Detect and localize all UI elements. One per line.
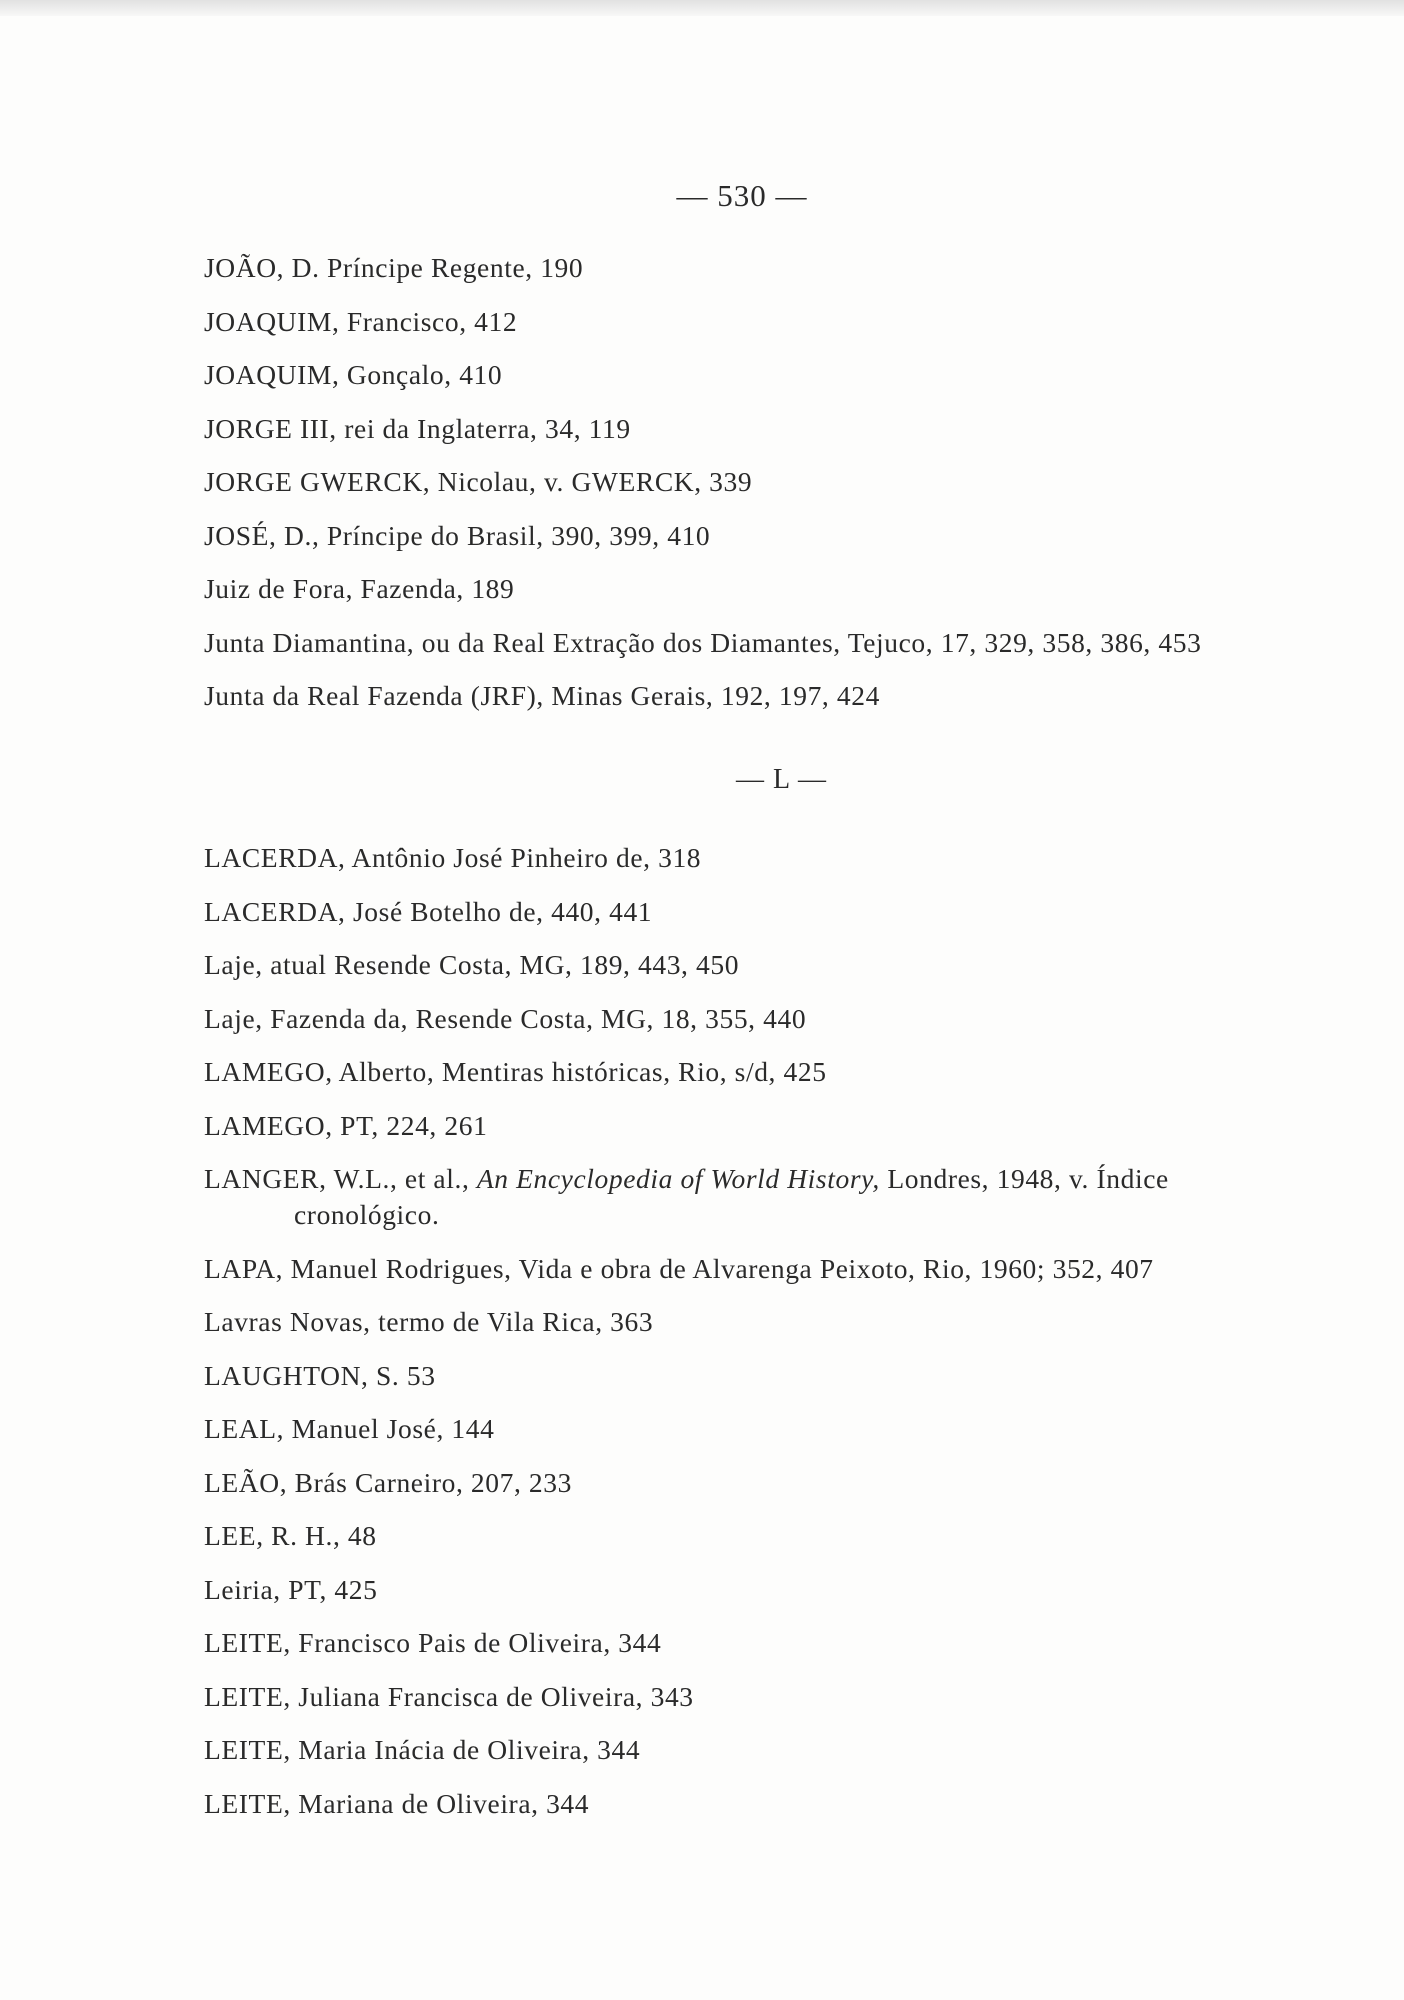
section-heading-l: — L —	[735, 764, 828, 795]
index-entry: Laje, atual Resende Costa, MG, 189, 443, 450	[204, 949, 740, 980]
index-entry-langer	[204, 1161, 1264, 1233]
index-entry: Laje, Fazenda da, Resende Costa, MG, 18, 355, 440	[204, 1002, 807, 1034]
entry-prefix: LANGER, W.L., et al.,	[204, 1163, 477, 1194]
index-entry: LAMEGO, PT, 224, 261	[204, 1109, 488, 1141]
index-entry: JOÃO, D. Príncipe Regente, 190	[204, 252, 584, 283]
index-entry: LAUGHTON, S. 53	[204, 1359, 436, 1391]
index-entry: LEITE, Juliana Francisca de Oliveira, 343	[204, 1680, 694, 1712]
book-title: An Encyclopedia of World History,	[476, 1163, 880, 1194]
index-entry: Lavras Novas, termo de Vila Rica, 363	[204, 1306, 654, 1337]
index-entry: Junta da Real Fazenda (JRF), Minas Gerais, 192, 197, 424	[204, 680, 880, 711]
index-entry: JORGE III, rei da Inglaterra, 34, 119	[204, 412, 631, 444]
index-entry: LEITE, Francisco Pais de Oliveira, 344	[204, 1627, 662, 1658]
index-entry: Leiria, PT, 425	[204, 1573, 378, 1605]
entry-suffix: Londres, 1948, v. Índice cronológico.	[294, 1163, 1169, 1230]
index-entry: LEE, R. H., 48	[204, 1520, 377, 1551]
index-entry: LACERDA, José Botelho de, 440, 441	[204, 895, 653, 927]
index-entry: LEITE, Mariana de Oliveira, 344	[204, 1787, 590, 1819]
index-entry: JOAQUIM, Gonçalo, 410	[204, 359, 503, 390]
index-entry: Junta Diamantina, ou da Real Extração dos Diamantes, Tejuco, 17, 329, 358, 386, 453	[204, 626, 1202, 658]
index-entry: LAMEGO, Alberto, Mentiras históricas, Rio, s/d, 425	[204, 1056, 827, 1087]
index-entry: Juiz de Fora, Fazenda, 189	[204, 573, 515, 604]
index-entry: LEAL, Manuel José, 144	[204, 1413, 495, 1444]
index-entry: JOSÉ, D., Príncipe do Brasil, 390, 399, 410	[204, 519, 711, 551]
index-entry: JOAQUIM, Francisco, 412	[204, 305, 518, 337]
index-entry: LACERDA, Antônio José Pinheiro de, 318	[204, 842, 702, 873]
index-list	[204, 250, 1264, 1839]
index-entry: JORGE GWERCK, Nicolau, v. GWERCK, 339	[204, 466, 753, 497]
scan-edge-shadow	[0, 0, 1404, 16]
index-entry: LAPA, Manuel Rodrigues, Vida e obra de Alvarenga Peixoto, Rio, 1960; 352, 407	[204, 1252, 1154, 1284]
index-entry: LEITE, Maria Inácia de Oliveira, 344	[204, 1734, 641, 1765]
index-entry: LEÃO, Brás Carneiro, 207, 233	[204, 1466, 572, 1498]
page-number: — 530 —	[676, 178, 808, 213]
